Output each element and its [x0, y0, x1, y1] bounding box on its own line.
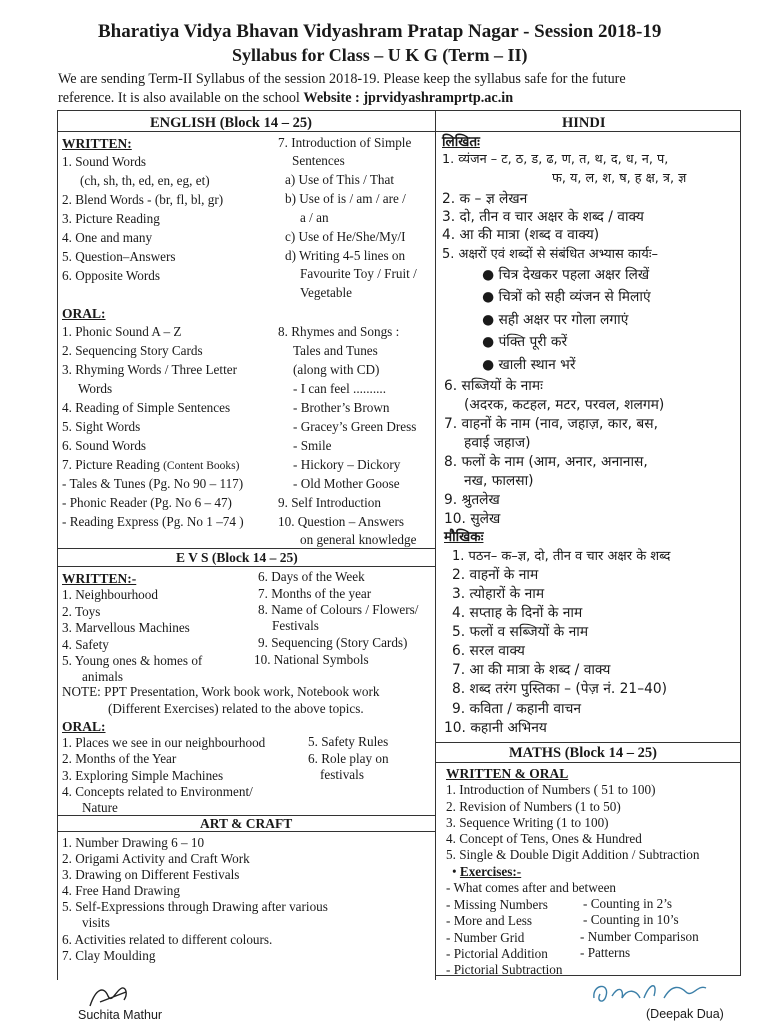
- english-written-item: 3. Picture Reading: [62, 211, 160, 226]
- maths-heading: MATHS (Block 14 – 25): [509, 745, 657, 761]
- evs-heading-divider: [57, 566, 436, 567]
- school-title: Bharatiya Vidya Bhavan Vidyashram Pratap Nagar - Session 2018-19: [98, 21, 662, 42]
- maths-exercise-right: - Counting in 10’s: [583, 912, 679, 927]
- english-oral-item: 5. Sight Words: [62, 419, 141, 434]
- evs-note: (Different Exercises) related to the above topics.: [108, 701, 364, 716]
- evs-oral-col2: festivals: [320, 767, 364, 782]
- evs-oral-item: 3. Exploring Simple Machines: [62, 768, 224, 783]
- english-oral-col2: - Hickory – Dickory: [293, 457, 401, 472]
- hindi-written-item: 5. अक्षरों एवं शब्दों से संबंधित अभ्यास कार्यः–: [442, 247, 658, 262]
- hindi-written-item: फ, य, ल, श, ष, ह क्ष, त्र, ज्ञ: [552, 171, 687, 186]
- hindi-oral-item: 8. शब्द तरंग पुस्तिका – (पेज़ नं. 21–40): [452, 681, 668, 697]
- art-item: 1. Number Drawing 6 – 10: [62, 835, 205, 850]
- maths-label: WRITTEN & ORAL: [446, 766, 569, 781]
- maths-item: 5. Single & Double Digit Addition / Subtraction: [446, 847, 700, 862]
- hindi-oral-item: 2. वाहनों के नाम: [452, 567, 539, 583]
- evs-written-col2: 6. Days of the Week: [258, 569, 365, 584]
- english-written-col2: Vegetable: [300, 285, 352, 300]
- evs-written-item: 1. Neighbourhood: [62, 587, 158, 602]
- english-written-col2: Sentences: [292, 153, 345, 168]
- hindi-oral-item: 5. फलों व सब्जियों के नाम: [452, 624, 589, 640]
- hindi-bullet-text: चित्र देखकर पहला अक्षर लिखें: [498, 267, 650, 283]
- english-written-item: 1. Sound Words: [62, 154, 147, 169]
- english-written-col2: 7. Introduction of Simple: [278, 135, 412, 150]
- english-written-col2: a / an: [300, 210, 329, 225]
- english-written-item: (ch, sh, th, ed, en, eg, et): [80, 173, 210, 188]
- evs-written-col2: Festivals: [272, 618, 319, 633]
- hindi-written-item: 7. वाहनों के नाम (नाव, जहाज़, कार, बस,: [444, 416, 658, 432]
- syllabus-subtitle: Syllabus for Class – U K G (Term – II): [232, 45, 528, 65]
- english-oral-col2: - I can feel ..........: [293, 381, 387, 396]
- hindi-oral-item: 10. कहानी अभिनय: [444, 720, 547, 736]
- english-oral-text: 7. Picture Reading: [62, 457, 160, 472]
- evs-written-col2: 7. Months of the year: [258, 586, 372, 601]
- evs-oral-col2: 6. Role play on: [308, 751, 389, 766]
- evs-oral-label: ORAL:: [62, 719, 106, 734]
- evs-written-item: 2. Toys: [62, 604, 101, 619]
- hindi-written-item: 2. क – ज्ञ लेखन: [442, 191, 528, 207]
- english-oral-label: ORAL:: [62, 306, 106, 321]
- english-oral-col2: Tales and Tunes: [293, 343, 378, 358]
- hindi-heading: HINDI: [562, 115, 606, 131]
- art-item: 5. Self-Expressions through Drawing after various: [62, 899, 328, 914]
- english-written-item: 5. Question–Answers: [62, 249, 176, 264]
- table-top-border: [57, 110, 741, 111]
- maths-top-border: [435, 742, 741, 743]
- hindi-bullet-text: खाली स्थान भरें: [498, 357, 576, 373]
- art-item: 6. Activities related to different colours.: [62, 932, 273, 947]
- hindi-bullet: ● पंक्ति पूरी करें: [482, 334, 568, 350]
- hindi-bullet-text: चित्रों को सही व्यंजन से मिलाएं: [498, 289, 651, 305]
- evs-top-border: [57, 548, 436, 549]
- english-oral-note: (Content Books): [163, 460, 240, 472]
- evs-written-item: 4. Safety: [62, 637, 109, 652]
- evs-oral-item: 2. Months of the Year: [62, 751, 177, 766]
- evs-written-col2: 8. Name of Colours / Flowers/: [258, 602, 419, 617]
- maths-exercise-left: - Missing Numbers: [446, 897, 548, 912]
- hindi-written-item: 8. फलों के नाम (आम, अनार, अनानास,: [444, 454, 648, 470]
- art-heading-divider: [57, 831, 436, 832]
- art-item: 4. Free Hand Drawing: [62, 883, 180, 898]
- evs-oral-item: 1. Places we see in our neighbourhood: [62, 735, 266, 750]
- art-heading: ART & CRAFT: [200, 816, 293, 831]
- hindi-written-item: 6. सब्जियों के नामः: [444, 378, 543, 394]
- english-written-col2: c) Use of He/She/My/I: [285, 229, 406, 244]
- hindi-oral-item: 9. कविता / कहानी वाचन: [452, 701, 582, 717]
- hindi-oral-item: 3. त्योहारों के नाम: [452, 586, 545, 602]
- english-written-item: 4. One and many: [62, 230, 153, 245]
- hindi-oral-item: 6. सरल वाक्य: [452, 643, 525, 659]
- hindi-written-label: लिखितः: [442, 134, 480, 150]
- evs-written-item: 5. Young ones & homes of: [62, 653, 203, 668]
- hindi-bullet: ● चित्रों को सही व्यंजन से मिलाएं: [482, 289, 651, 305]
- english-oral-item: 1. Phonic Sound A – Z: [62, 324, 182, 339]
- english-oral-item: 3. Rhyming Words / Three Letter: [62, 362, 237, 377]
- table-left-border: [57, 110, 58, 980]
- english-heading: ENGLISH (Block 14 – 25): [150, 115, 312, 131]
- maths-exercise-left: - Pictorial Addition: [446, 946, 548, 961]
- evs-oral-col2: 5. Safety Rules: [308, 734, 389, 749]
- maths-item: 1. Introduction of Numbers ( 51 to 100): [446, 782, 656, 797]
- maths-exercise-left: - Number Grid: [446, 930, 525, 945]
- hindi-written-item: हवाई जहाज): [464, 435, 531, 451]
- evs-written-col2: 9. Sequencing (Story Cards): [258, 635, 408, 650]
- english-oral-item: - Phonic Reader (Pg. No 6 – 47): [62, 495, 232, 510]
- english-written-item: 6. Opposite Words: [62, 268, 160, 283]
- evs-oral-item: 4. Concepts related to Environment/: [62, 784, 253, 799]
- hindi-bullet: ● खाली स्थान भरें: [482, 357, 576, 373]
- english-written-col2: Favourite Toy / Fruit /: [300, 266, 417, 281]
- maths-exercise-left: - More and Less: [446, 913, 533, 928]
- english-written-col2: a) Use of This / That: [285, 172, 395, 187]
- english-written-col2: b) Use of is / am / are /: [285, 191, 406, 206]
- evs-written-item: animals: [82, 669, 124, 684]
- maths-exercise-right: - Patterns: [580, 945, 631, 960]
- right-signatory-name: (Deepak Dua): [646, 1007, 724, 1021]
- heading-row-divider: [57, 131, 741, 132]
- intro-line-2: [58, 91, 513, 105]
- english-oral-item: - Tales & Tunes (Pg. No 90 – 117): [62, 476, 244, 491]
- column-divider: [435, 110, 436, 980]
- hindi-oral-item: 1. पठन– क–ज्ञ, दो, तीन व चार अक्षर के शब्द: [452, 549, 671, 564]
- maths-exercise-left: - Pictorial Subtraction: [446, 962, 563, 977]
- english-oral-col2: 9. Self Introduction: [278, 495, 381, 510]
- evs-oral-item: Nature: [82, 800, 118, 815]
- english-oral-col2: 8. Rhymes and Songs :: [278, 324, 400, 339]
- table-right-border: [740, 110, 741, 975]
- english-written-label: WRITTEN:: [62, 136, 132, 151]
- evs-heading: E V S (Block 14 – 25): [176, 550, 298, 565]
- evs-note: NOTE: PPT Presentation, Work book work, Notebook work: [62, 684, 380, 699]
- maths-exercise-right: - Counting in 2’s: [583, 896, 673, 911]
- maths-exercises-text: Exercises:-: [459, 864, 522, 879]
- maths-item: 3. Sequence Writing (1 to 100): [446, 815, 609, 830]
- maths-heading-divider: [435, 762, 741, 763]
- hindi-written-item: 10. सुलेख: [444, 511, 501, 527]
- hindi-oral-item: 4. सप्ताह के दिनों के नाम: [452, 605, 583, 621]
- maths-item: 4. Concept of Tens, Ones & Hundred: [446, 831, 642, 846]
- maths-exercises-label: • Exercises:-: [452, 864, 522, 879]
- maths-exercise-left: - What comes after and between: [446, 880, 617, 895]
- right-signature-scribble: [588, 978, 718, 1008]
- english-oral-col2: - Old Mother Goose: [293, 476, 400, 491]
- english-oral-item: [62, 458, 239, 473]
- school-website: Website : jprvidyashramprtp.ac.in: [303, 90, 514, 106]
- left-signatory-name: Suchita Mathur: [78, 1008, 163, 1022]
- english-oral-item: Words: [78, 381, 113, 396]
- english-written-col2: d) Writing 4-5 lines on: [285, 248, 406, 263]
- english-oral-item: 6. Sound Words: [62, 438, 147, 453]
- maths-exercise-right: - Number Comparison: [580, 929, 699, 944]
- hindi-bullet-text: सही अक्षर पर गोला लगाएं: [498, 312, 629, 328]
- intro-line-1: We are sending Term-II Syllabus of the session 2018-19. Please keep the syllabus safe for the future: [58, 71, 626, 87]
- english-oral-col2: - Gracey’s Green Dress: [293, 419, 417, 434]
- hindi-written-item: 3. दो, तीन व चार अक्षर के शब्द / वाक्य: [442, 209, 644, 225]
- hindi-written-item: 4. आ की मात्रा (शब्द व वाक्य): [442, 227, 600, 243]
- english-oral-col2: - Smile: [293, 438, 332, 453]
- hindi-oral-item: 7. आ की मात्रा के शब्द / वाक्य: [452, 662, 611, 678]
- hindi-written-item: 1. व्यंजन – ट, ठ, ड, ढ, ण, त, थ, द, ध, न, प,: [442, 152, 669, 167]
- evs-written-item: 3. Marvellous Machines: [62, 620, 190, 635]
- art-item: 7. Clay Moulding: [62, 948, 156, 963]
- english-oral-item: - Reading Express (Pg. No 1 –74 ): [62, 514, 244, 529]
- hindi-oral-label: मौखिकः: [444, 529, 484, 545]
- english-oral-item: 4. Reading of Simple Sentences: [62, 400, 231, 415]
- evs-written-col2: 10. National Symbols: [254, 652, 369, 667]
- hindi-bullet: ● चित्र देखकर पहला अक्षर लिखें: [482, 267, 650, 283]
- hindi-written-item: (अदरक, कटहल, मटर, परवल, शलगम): [464, 397, 665, 413]
- english-oral-item: 2. Sequencing Story Cards: [62, 343, 203, 358]
- maths-item: 2. Revision of Numbers (1 to 50): [446, 799, 621, 814]
- art-item: visits: [82, 915, 110, 930]
- english-written-item: 2. Blend Words - (br, fl, bl, gr): [62, 192, 224, 207]
- hindi-written-item: नख, फालसा): [464, 473, 534, 489]
- english-oral-col2: - Brother’s Brown: [293, 400, 390, 415]
- hindi-bullet-text: पंक्ति पूरी करें: [498, 334, 568, 350]
- art-item: 2. Origami Activity and Craft Work: [62, 851, 250, 866]
- art-item: 3. Drawing on Different Festivals: [62, 867, 240, 882]
- hindi-written-item: 9. श्रुतलेख: [444, 492, 500, 508]
- intro-text: reference. It is also available on the school: [58, 90, 304, 106]
- hindi-bullet: ● सही अक्षर पर गोला लगाएं: [482, 312, 629, 328]
- evs-written-label: WRITTEN:-: [62, 571, 137, 586]
- english-oral-col2: on general knowledge: [300, 532, 417, 547]
- english-oral-col2: (along with CD): [293, 362, 380, 377]
- english-oral-col2: 10. Question – Answers: [278, 514, 405, 529]
